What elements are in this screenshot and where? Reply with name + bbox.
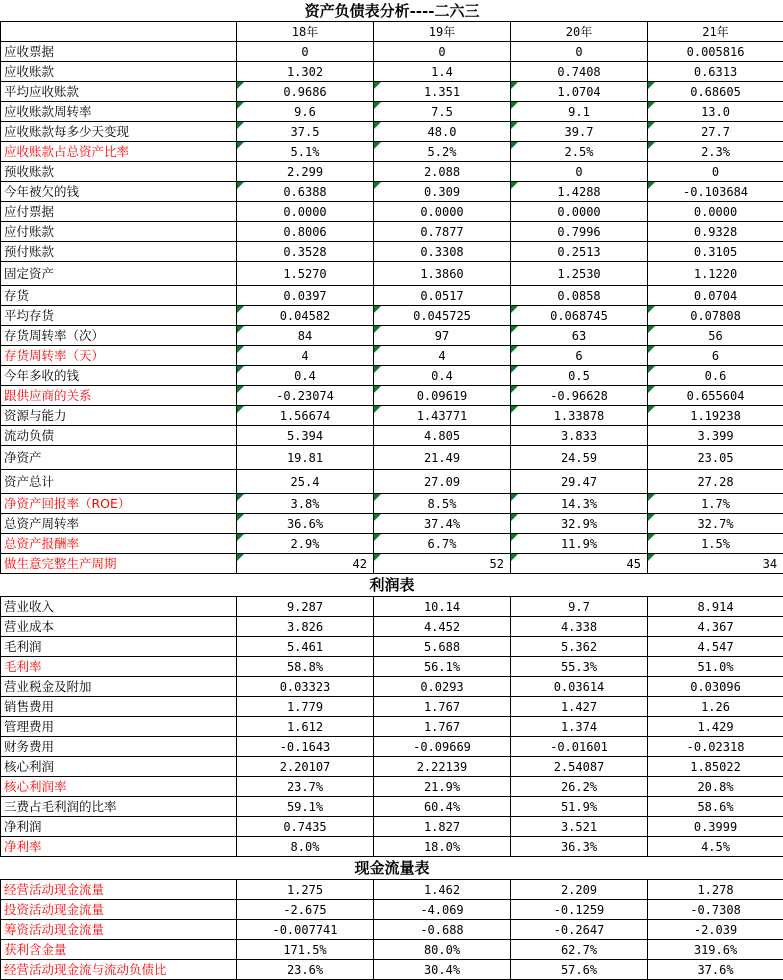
row-label: 跟供应商的关系	[1, 386, 237, 406]
table-body	[1, 0, 783, 980]
data-cell[interactable]: 2.088	[374, 162, 511, 182]
data-cell[interactable]: 4.805	[374, 426, 511, 446]
data-cell[interactable]: 1.33878	[511, 406, 648, 426]
data-cell[interactable]: 1.56674	[237, 406, 374, 426]
row-label: 净利率	[1, 837, 237, 857]
table-row	[1, 637, 783, 657]
data-cell[interactable]: 1.429	[648, 717, 783, 737]
column-header-year: 19年	[374, 22, 511, 42]
row-label: 应收账款占总资产比率	[1, 142, 237, 162]
data-cell[interactable]: 56.1%	[374, 657, 511, 677]
data-cell[interactable]: 0.6388	[237, 182, 374, 202]
row-label: 财务费用	[1, 737, 237, 757]
data-cell[interactable]: 1.3860	[374, 262, 511, 286]
table-row	[1, 960, 783, 980]
data-cell[interactable]: 2.5%	[511, 142, 648, 162]
table-row	[1, 242, 783, 262]
data-cell[interactable]: -0.2647	[511, 920, 648, 940]
table-row	[1, 326, 783, 346]
table-row	[1, 262, 783, 286]
table-row	[1, 82, 783, 102]
row-label: 获利含金量	[1, 940, 237, 960]
row-label: 做生意完整生产周期	[1, 554, 237, 574]
data-cell[interactable]: 0	[374, 42, 511, 62]
row-label: 净资产	[1, 446, 237, 470]
data-cell[interactable]: 5.688	[374, 637, 511, 657]
data-cell[interactable]: 171.5%	[237, 940, 374, 960]
data-cell[interactable]: 9.7	[511, 597, 648, 617]
data-cell[interactable]: 62.7%	[511, 940, 648, 960]
data-cell[interactable]: 1.767	[374, 717, 511, 737]
row-label: 资源与能力	[1, 406, 237, 426]
row-label: 投资活动现金流量	[1, 900, 237, 920]
data-cell[interactable]: 1.779	[237, 697, 374, 717]
row-label: 平均应收账款	[1, 82, 237, 102]
row-label: 三费占毛利润的比率	[1, 797, 237, 817]
data-cell[interactable]: -0.23074	[237, 386, 374, 406]
data-cell[interactable]: -0.1643	[237, 737, 374, 757]
table-row	[1, 162, 783, 182]
data-cell[interactable]: 1.351	[374, 82, 511, 102]
row-label: 毛利率	[1, 657, 237, 677]
data-cell[interactable]: 0.7877	[374, 222, 511, 242]
data-cell[interactable]: 1.5%	[648, 534, 783, 554]
table-row	[1, 62, 783, 82]
table-row	[1, 880, 783, 900]
data-cell[interactable]: 20.8%	[648, 777, 783, 797]
data-cell[interactable]: 1.275	[237, 880, 374, 900]
data-cell[interactable]: -0.01601	[511, 737, 648, 757]
data-cell[interactable]: 9.6	[237, 102, 374, 122]
data-cell[interactable]: 4.338	[511, 617, 648, 637]
data-cell[interactable]: 2.209	[511, 880, 648, 900]
table-row	[1, 920, 783, 940]
data-cell[interactable]: 32.9%	[511, 514, 648, 534]
data-cell[interactable]: 0.9328	[648, 222, 783, 242]
data-cell[interactable]: 1.5270	[237, 262, 374, 286]
section-banner-row	[1, 857, 783, 880]
data-cell[interactable]: 23.05	[648, 446, 783, 470]
table-row	[1, 122, 783, 142]
data-cell[interactable]: 30.4%	[374, 960, 511, 980]
data-cell[interactable]: 25.4	[237, 470, 374, 494]
row-label: 营业税金及附加	[1, 677, 237, 697]
data-cell[interactable]: -0.09669	[374, 737, 511, 757]
data-cell[interactable]: 0.0517	[374, 286, 511, 306]
data-cell[interactable]: 6	[648, 346, 783, 366]
data-cell[interactable]: 0.7408	[511, 62, 648, 82]
row-label: 平均存货	[1, 306, 237, 326]
data-cell[interactable]: 0.6313	[648, 62, 783, 82]
data-cell[interactable]: 37.5	[237, 122, 374, 142]
data-cell[interactable]: 0.0000	[648, 202, 783, 222]
data-cell[interactable]: 57.6%	[511, 960, 648, 980]
data-cell[interactable]: 55.3%	[511, 657, 648, 677]
data-cell[interactable]: 0	[511, 42, 648, 62]
table-row	[1, 286, 783, 306]
table-row	[1, 142, 783, 162]
row-label: 经营活动现金流与流动负债比	[1, 960, 237, 980]
data-cell[interactable]: 36.3%	[511, 837, 648, 857]
data-cell[interactable]: 0.3528	[237, 242, 374, 262]
data-cell[interactable]: 27.09	[374, 470, 511, 494]
data-cell[interactable]: 0.9686	[237, 82, 374, 102]
data-cell[interactable]: 37.4%	[374, 514, 511, 534]
row-label: 存货周转率（次）	[1, 326, 237, 346]
data-cell[interactable]: 0.068745	[511, 306, 648, 326]
data-cell[interactable]: 8.914	[648, 597, 783, 617]
column-header-row	[1, 22, 783, 42]
table-row	[1, 554, 783, 574]
row-label: 应收账款每多少天变现	[1, 122, 237, 142]
data-cell[interactable]: 0.7996	[511, 222, 648, 242]
data-cell[interactable]: 1.278	[648, 880, 783, 900]
data-cell[interactable]: 34	[648, 554, 783, 574]
data-cell[interactable]: 5.461	[237, 637, 374, 657]
table-row	[1, 202, 783, 222]
data-cell[interactable]: -0.02318	[648, 737, 783, 757]
data-cell[interactable]: 26.2%	[511, 777, 648, 797]
data-cell[interactable]: 23.7%	[237, 777, 374, 797]
row-label: 应收票据	[1, 42, 237, 62]
data-cell[interactable]: 0.09619	[374, 386, 511, 406]
data-cell[interactable]: -0.96628	[511, 386, 648, 406]
data-cell[interactable]: 1.43771	[374, 406, 511, 426]
data-cell[interactable]: 1.85022	[648, 757, 783, 777]
data-cell[interactable]: 51.9%	[511, 797, 648, 817]
data-cell[interactable]: 1.2530	[511, 262, 648, 286]
data-cell[interactable]: 0	[648, 162, 783, 182]
data-cell[interactable]: 0.6	[648, 366, 783, 386]
row-label: 今年多收的钱	[1, 366, 237, 386]
data-cell[interactable]: 0.309	[374, 182, 511, 202]
row-label: 营业成本	[1, 617, 237, 637]
data-cell[interactable]: 0.0000	[511, 202, 648, 222]
data-cell[interactable]: 0	[511, 162, 648, 182]
data-cell[interactable]: 0.0000	[374, 202, 511, 222]
data-cell[interactable]: 4.547	[648, 637, 783, 657]
section-banner-row	[1, 574, 783, 597]
row-label: 营业收入	[1, 597, 237, 617]
table-row	[1, 677, 783, 697]
data-cell[interactable]: 1.1220	[648, 262, 783, 286]
data-cell[interactable]: 319.6%	[648, 940, 783, 960]
data-cell[interactable]: 0.03323	[237, 677, 374, 697]
data-cell[interactable]: 10.14	[374, 597, 511, 617]
data-cell[interactable]: -2.039	[648, 920, 783, 940]
table-row	[1, 837, 783, 857]
data-cell[interactable]: 3.833	[511, 426, 648, 446]
section-title-cash_flow_statement: 现金流量表	[1, 857, 783, 880]
data-cell[interactable]: 97	[374, 326, 511, 346]
row-label: 应付账款	[1, 222, 237, 242]
data-cell[interactable]: 1.0704	[511, 82, 648, 102]
data-cell[interactable]: 36.6%	[237, 514, 374, 534]
table-row	[1, 697, 783, 717]
data-cell[interactable]: 58.8%	[237, 657, 374, 677]
data-cell[interactable]: 5.1%	[237, 142, 374, 162]
row-label: 筹资活动现金流量	[1, 920, 237, 940]
data-cell[interactable]: -0.007741	[237, 920, 374, 940]
row-label: 总资产周转率	[1, 514, 237, 534]
table-row	[1, 514, 783, 534]
row-label: 今年被欠的钱	[1, 182, 237, 202]
table-row	[1, 777, 783, 797]
data-cell[interactable]: 0.3308	[374, 242, 511, 262]
table-row	[1, 306, 783, 326]
data-cell[interactable]: 11.9%	[511, 534, 648, 554]
data-cell[interactable]: 6	[511, 346, 648, 366]
data-cell[interactable]: 45	[511, 554, 648, 574]
data-cell[interactable]: 2.299	[237, 162, 374, 182]
data-cell[interactable]: 1.427	[511, 697, 648, 717]
data-cell[interactable]: -0.103684	[648, 182, 783, 202]
data-cell[interactable]: 2.9%	[237, 534, 374, 554]
section-title-income_statement: 利润表	[1, 574, 783, 597]
row-label: 存货	[1, 286, 237, 306]
row-label: 净利润	[1, 817, 237, 837]
data-cell[interactable]: 0.0858	[511, 286, 648, 306]
data-cell[interactable]: 39.7	[511, 122, 648, 142]
data-cell[interactable]: -0.688	[374, 920, 511, 940]
data-cell[interactable]: 4	[374, 346, 511, 366]
data-cell[interactable]: 48.0	[374, 122, 511, 142]
table-row	[1, 534, 783, 554]
data-cell[interactable]: 4	[237, 346, 374, 366]
column-header-year: 20年	[511, 22, 648, 42]
row-label: 应收账款周转率	[1, 102, 237, 122]
table-row	[1, 797, 783, 817]
data-cell[interactable]: 2.22139	[374, 757, 511, 777]
data-cell[interactable]: 1.302	[237, 62, 374, 82]
data-cell[interactable]: 5.394	[237, 426, 374, 446]
data-cell[interactable]: 56	[648, 326, 783, 346]
table-row	[1, 494, 783, 514]
data-cell[interactable]: 19.81	[237, 446, 374, 470]
data-cell[interactable]: 1.827	[374, 817, 511, 837]
data-cell[interactable]: 8.5%	[374, 494, 511, 514]
data-cell[interactable]: 32.7%	[648, 514, 783, 534]
data-cell[interactable]: 9.287	[237, 597, 374, 617]
data-cell[interactable]: 0.68605	[648, 82, 783, 102]
data-cell[interactable]: 0.03096	[648, 677, 783, 697]
data-cell[interactable]: 2.54087	[511, 757, 648, 777]
data-cell[interactable]: 2.3%	[648, 142, 783, 162]
row-label: 预收账款	[1, 162, 237, 182]
table-row	[1, 617, 783, 637]
table-row	[1, 817, 783, 837]
data-cell[interactable]: 3.399	[648, 426, 783, 446]
data-cell[interactable]: 6.7%	[374, 534, 511, 554]
table-row	[1, 717, 783, 737]
data-cell[interactable]: 3.8%	[237, 494, 374, 514]
data-cell[interactable]: 23.6%	[237, 960, 374, 980]
table-row	[1, 597, 783, 617]
column-header-year: 21年	[648, 22, 783, 42]
data-cell[interactable]: 0.2513	[511, 242, 648, 262]
table-row	[1, 470, 783, 494]
table-row	[1, 102, 783, 122]
data-cell[interactable]: 51.0%	[648, 657, 783, 677]
data-cell[interactable]: 8.0%	[237, 837, 374, 857]
data-cell[interactable]: 7.5	[374, 102, 511, 122]
table-row	[1, 757, 783, 777]
data-cell[interactable]: 1.767	[374, 697, 511, 717]
data-cell[interactable]: 1.4	[374, 62, 511, 82]
data-cell[interactable]: 1.462	[374, 880, 511, 900]
row-label: 核心利润	[1, 757, 237, 777]
data-cell[interactable]: 0.5	[511, 366, 648, 386]
data-cell[interactable]: 0.0000	[237, 202, 374, 222]
data-cell[interactable]: 5.362	[511, 637, 648, 657]
data-cell[interactable]: 2.20107	[237, 757, 374, 777]
column-header-blank	[1, 22, 237, 42]
data-cell[interactable]: 1.7%	[648, 494, 783, 514]
data-cell[interactable]: 0.8006	[237, 222, 374, 242]
table-row	[1, 386, 783, 406]
row-label: 核心利润率	[1, 777, 237, 797]
data-cell[interactable]: 80.0%	[374, 940, 511, 960]
data-cell[interactable]: 4.367	[648, 617, 783, 637]
row-label: 资产总计	[1, 470, 237, 494]
data-cell[interactable]: -2.675	[237, 900, 374, 920]
data-cell[interactable]: 0.0397	[237, 286, 374, 306]
row-label: 固定资产	[1, 262, 237, 286]
data-cell[interactable]: 27.7	[648, 122, 783, 142]
data-cell[interactable]: 58.6%	[648, 797, 783, 817]
table-row	[1, 406, 783, 426]
data-cell[interactable]: 0.045725	[374, 306, 511, 326]
data-cell[interactable]: 29.47	[511, 470, 648, 494]
row-label: 经营活动现金流量	[1, 880, 237, 900]
table-row	[1, 222, 783, 242]
table-row	[1, 426, 783, 446]
data-cell[interactable]: 0.03614	[511, 677, 648, 697]
table-row	[1, 657, 783, 677]
data-cell[interactable]: -0.7308	[648, 900, 783, 920]
data-cell[interactable]: 59.1%	[237, 797, 374, 817]
row-label: 销售费用	[1, 697, 237, 717]
data-cell[interactable]: 0.3999	[648, 817, 783, 837]
table-row	[1, 940, 783, 960]
data-cell[interactable]: 0.0704	[648, 286, 783, 306]
data-cell[interactable]: 0	[237, 42, 374, 62]
data-cell[interactable]: 14.3%	[511, 494, 648, 514]
data-cell[interactable]: 1.19238	[648, 406, 783, 426]
data-cell[interactable]: -0.1259	[511, 900, 648, 920]
table-row	[1, 42, 783, 62]
data-cell[interactable]: 4.5%	[648, 837, 783, 857]
data-cell[interactable]: 3.521	[511, 817, 648, 837]
row-label: 流动负债	[1, 426, 237, 446]
data-cell[interactable]: 63	[511, 326, 648, 346]
data-cell[interactable]: 4.452	[374, 617, 511, 637]
data-cell[interactable]: 27.28	[648, 470, 783, 494]
table-row	[1, 900, 783, 920]
data-cell[interactable]: 3.826	[237, 617, 374, 637]
data-cell[interactable]: 52	[374, 554, 511, 574]
table-row	[1, 346, 783, 366]
data-cell[interactable]: 0.655604	[648, 386, 783, 406]
data-cell[interactable]: 0.4	[374, 366, 511, 386]
data-cell[interactable]: 84	[237, 326, 374, 346]
row-label: 管理费用	[1, 717, 237, 737]
data-cell[interactable]: 24.59	[511, 446, 648, 470]
data-cell[interactable]: 0.7435	[237, 817, 374, 837]
data-cell[interactable]: 1.4288	[511, 182, 648, 202]
table-row	[1, 446, 783, 470]
data-cell[interactable]: 0.4	[237, 366, 374, 386]
data-cell[interactable]: 0.005816	[648, 42, 783, 62]
data-cell[interactable]: 0.0293	[374, 677, 511, 697]
page-title: 资产负债表分析----二六三	[1, 0, 783, 22]
data-cell[interactable]: 42	[237, 554, 374, 574]
data-cell[interactable]: 60.4%	[374, 797, 511, 817]
data-cell[interactable]: 9.1	[511, 102, 648, 122]
data-cell[interactable]: 1.612	[237, 717, 374, 737]
data-cell[interactable]: 1.374	[511, 717, 648, 737]
data-cell[interactable]: 37.6%	[648, 960, 783, 980]
row-label: 应付票据	[1, 202, 237, 222]
row-label: 应收账款	[1, 62, 237, 82]
data-cell[interactable]: 21.9%	[374, 777, 511, 797]
table-row	[1, 182, 783, 202]
data-cell[interactable]: -4.069	[374, 900, 511, 920]
row-label: 毛利润	[1, 637, 237, 657]
row-label: 总资产报酬率	[1, 534, 237, 554]
data-cell[interactable]: 18.0%	[374, 837, 511, 857]
column-header-year: 18年	[237, 22, 374, 42]
table-row	[1, 366, 783, 386]
data-cell[interactable]: 1.26	[648, 697, 783, 717]
data-cell[interactable]: 5.2%	[374, 142, 511, 162]
row-label: 存货周转率（天）	[1, 346, 237, 366]
row-label: 净资产回报率（ROE）	[1, 494, 237, 514]
row-label: 预付账款	[1, 242, 237, 262]
data-cell[interactable]: 0.3105	[648, 242, 783, 262]
data-cell[interactable]: 21.49	[374, 446, 511, 470]
data-cell[interactable]: 0.04582	[237, 306, 374, 326]
data-cell[interactable]: 13.0	[648, 102, 783, 122]
table-row	[1, 737, 783, 757]
title-row	[1, 0, 783, 22]
data-cell[interactable]: 0.07808	[648, 306, 783, 326]
